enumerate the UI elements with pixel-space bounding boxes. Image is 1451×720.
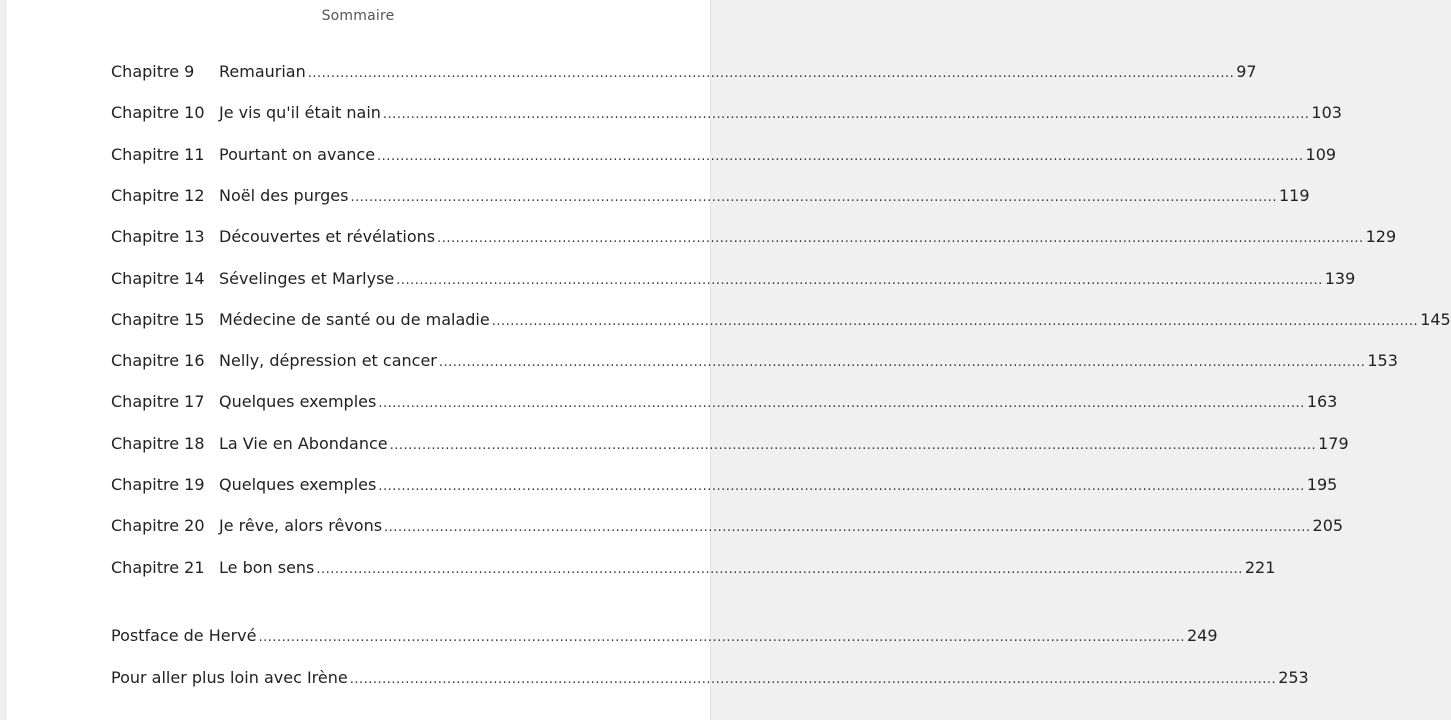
dot-leader: ........................................................................................................................................................................................................ (350, 190, 1277, 205)
entry-title: Remaurian (219, 62, 306, 81)
dot-leader: ........................................................................................................................................................................................................ (491, 314, 1419, 329)
toc-entry (111, 516, 1344, 540)
entry-title: Je rêve, alors rêvons (219, 516, 383, 535)
dot-leader: ........................................................................................................................................................................................................ (258, 630, 1185, 645)
dot-leader: ........................................................................................................................................................................................................ (307, 66, 1235, 81)
entry-title: Découvertes et révélations (219, 227, 436, 246)
dot-leader: ........................................................................................................................................................................................................ (378, 479, 1305, 494)
dot-leader: ........................................................................................................................................................................................................ (378, 396, 1305, 411)
dot-leader: ........................................................................................................................................................................................................ (349, 672, 1277, 687)
chapter-number: Chapitre 20 (111, 516, 205, 535)
entry-title: Noël des purges (219, 186, 349, 205)
dot-leader: ........................................................................................................................................................................................................ (382, 107, 1310, 122)
entry-title: Le bon sens (219, 558, 315, 577)
page-number: 129 (1365, 227, 1397, 246)
page-number: 145 (1420, 310, 1451, 329)
toc-entry (111, 434, 1349, 458)
page-header: Sommaire (321, 8, 395, 24)
page-number: 103 (1311, 103, 1342, 122)
entry-title: La Vie en Abondance (219, 434, 388, 453)
page-number: 97 (1236, 62, 1257, 81)
toc-entry (111, 626, 1218, 650)
chapter-number: Chapitre 16 (111, 351, 205, 370)
entry-title: Postface de Hervé (111, 626, 257, 645)
toc-entry (111, 558, 1276, 582)
toc-entry (111, 351, 1398, 375)
page-number: 109 (1305, 145, 1337, 164)
toc-entry (111, 103, 1342, 127)
chapter-number: Chapitre 19 (111, 475, 205, 494)
dot-leader: ........................................................................................................................................................................................................ (437, 231, 1364, 246)
toc-entry (111, 668, 1309, 692)
toc-entry (111, 62, 1257, 86)
page-number: 139 (1324, 269, 1356, 288)
chapter-number: Chapitre 21 (111, 558, 205, 577)
dot-leader: ........................................................................................................................................................................................................ (438, 355, 1366, 370)
page-number: 179 (1318, 434, 1349, 453)
page-number: 205 (1312, 516, 1344, 535)
entry-title: Quelques exemples (219, 392, 377, 411)
entry-title: Quelques exemples (219, 475, 377, 494)
chapter-number: Chapitre 14 (111, 269, 205, 288)
toc-entry (111, 186, 1310, 210)
entry-title: Médecine de santé ou de maladie (219, 310, 490, 329)
entry-title: Sévelinges et Marlyse (219, 269, 395, 288)
page-number: 163 (1306, 392, 1338, 411)
dot-leader: ........................................................................................................................................................................................................ (384, 520, 1311, 535)
toc-entry (111, 392, 1338, 416)
entry-title: Je vis qu'il était nain (219, 103, 381, 122)
chapter-number: Chapitre 18 (111, 434, 205, 453)
chapter-number: Chapitre 15 (111, 310, 205, 329)
entry-title: Pour aller plus loin avec Irène (111, 668, 348, 687)
chapter-number: Chapitre 12 (111, 186, 205, 205)
toc-entry (111, 145, 1337, 169)
chapter-number: Chapitre 11 (111, 145, 205, 164)
page-number: 153 (1367, 351, 1398, 370)
dot-leader: ........................................................................................................................................................................................................ (377, 149, 1304, 164)
entry-title: Pourtant on avance (219, 145, 376, 164)
toc-entry (111, 269, 1356, 293)
chapter-number: Chapitre 10 (111, 103, 205, 122)
chapter-number: Chapitre 13 (111, 227, 205, 246)
page-number: 195 (1306, 475, 1338, 494)
toc-entry (111, 310, 1451, 334)
page-number: 249 (1186, 626, 1218, 645)
dot-leader: ........................................................................................................................................................................................................ (389, 438, 1317, 453)
chapter-number: Chapitre 9 (111, 62, 195, 81)
chapter-number: Chapitre 17 (111, 392, 205, 411)
page-number: 253 (1278, 668, 1309, 687)
toc-entry (111, 227, 1397, 251)
page-number: 119 (1278, 186, 1310, 205)
page-number: 221 (1244, 558, 1276, 577)
entry-title: Nelly, dépression et cancer (219, 351, 437, 370)
dot-leader: ........................................................................................................................................................................................................ (396, 273, 1323, 288)
dot-leader: ........................................................................................................................................................................................................ (316, 562, 1243, 577)
document-page (5, 0, 1451, 720)
toc-entry (111, 475, 1338, 499)
